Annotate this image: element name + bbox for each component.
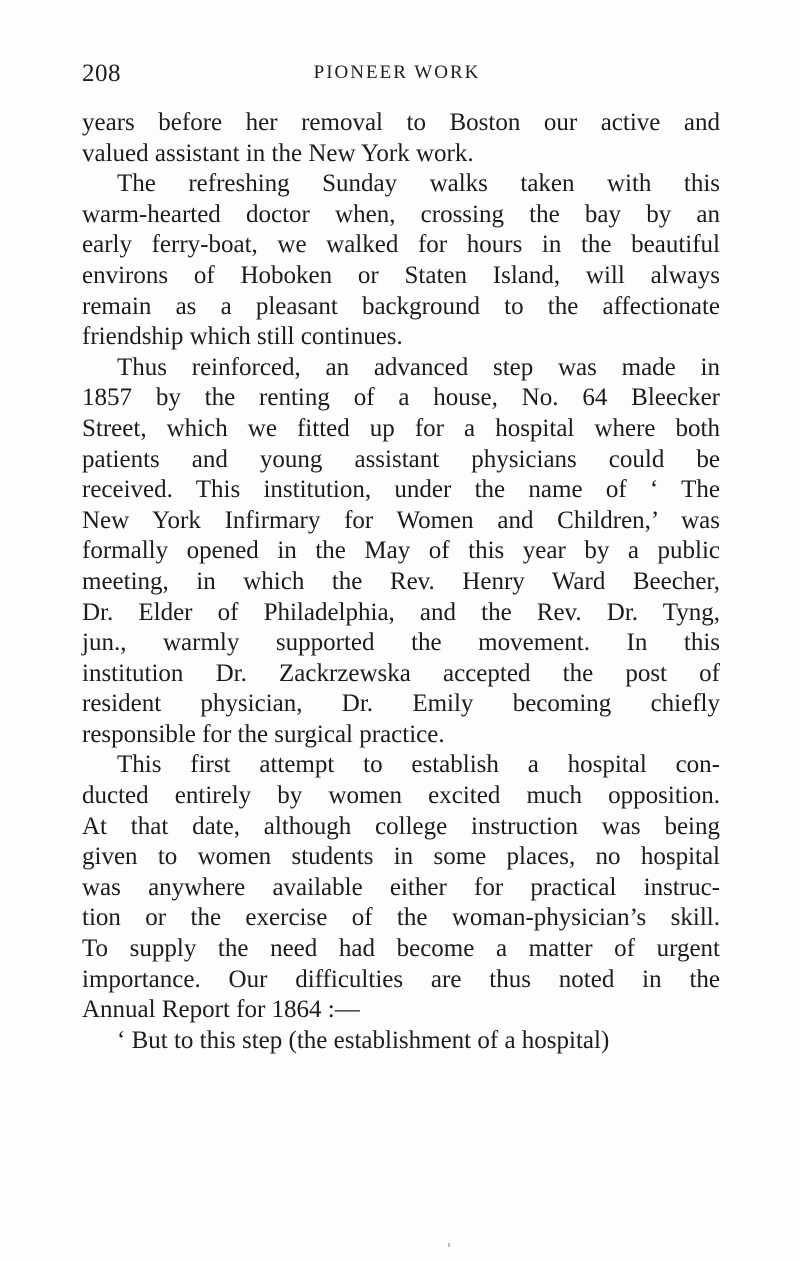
page-number: 208 xyxy=(82,60,121,87)
text-line: New York Infirmary for Women and Children,’ was xyxy=(82,506,720,534)
text-line: ‘ But to this step (the establishment of a hospital) xyxy=(117,1026,610,1054)
body-text xyxy=(82,108,720,1056)
text-line: Dr. Elder of Philadelphia, and the Rev. Dr. Tyng, xyxy=(82,598,720,626)
text-line: 1857 by the renting of a house, No. 64 Bleecker xyxy=(82,384,720,412)
text-line: years before her removal to Boston our active and xyxy=(82,109,720,136)
text-line: institution Dr. Zackrzewska accepted the post of xyxy=(82,659,720,687)
text-line: early ferry-boat, we walked for hours in the beautiful xyxy=(82,231,720,259)
running-title: PIONEER WORK xyxy=(313,62,481,83)
text-line: formally opened in the May of this year by a public xyxy=(82,537,720,565)
text-line: jun., warmly supported the movement. In this xyxy=(82,629,720,657)
print-speck xyxy=(448,1243,450,1247)
text-line: Thus reinforced, an advanced step was made in xyxy=(117,353,720,381)
text-line: remain as a pleasant background to the affectionate xyxy=(82,292,720,320)
text-line: valued assistant in the New York work. xyxy=(82,139,474,167)
text-line: received. This institution, under the name of ‘ The xyxy=(82,476,720,504)
text-line: patients and young assistant physicians could be xyxy=(82,445,720,473)
text-line: warm-hearted doctor when, crossing the bay by an xyxy=(82,200,720,228)
text-line: was anywhere available either for practical instruc- xyxy=(82,873,720,901)
text-line: Annual Report for 1864 :— xyxy=(82,996,360,1024)
text-line: tion or the exercise of the woman-physician’s skill. xyxy=(82,904,720,932)
text-line: To supply the need had become a matter of urgent xyxy=(82,935,720,963)
text-line: responsible for the surgical practice. xyxy=(82,720,445,748)
text-line: This first attempt to establish a hospital con- xyxy=(117,751,720,779)
text-line: At that date, although college instruction was being xyxy=(82,812,720,840)
text-line: meeting, in which the Rev. Henry Ward Beecher, xyxy=(82,567,720,595)
text-line: The refreshing Sunday walks taken with this xyxy=(117,170,720,198)
text-line: importance. Our difficulties are thus noted in the xyxy=(82,965,720,993)
text-line: resident physician, Dr. Emily becoming chiefly xyxy=(82,690,720,718)
text-line: ducted entirely by women excited much opposition. xyxy=(82,782,720,810)
text-line: given to women students in some places, no hospital xyxy=(82,843,720,871)
text-line: Street, which we fitted up for a hospital where both xyxy=(82,414,720,442)
running-head xyxy=(82,60,712,96)
text-line: friendship which still continues. xyxy=(82,323,403,351)
text-line: environs of Hoboken or Staten Island, will always xyxy=(82,261,720,289)
